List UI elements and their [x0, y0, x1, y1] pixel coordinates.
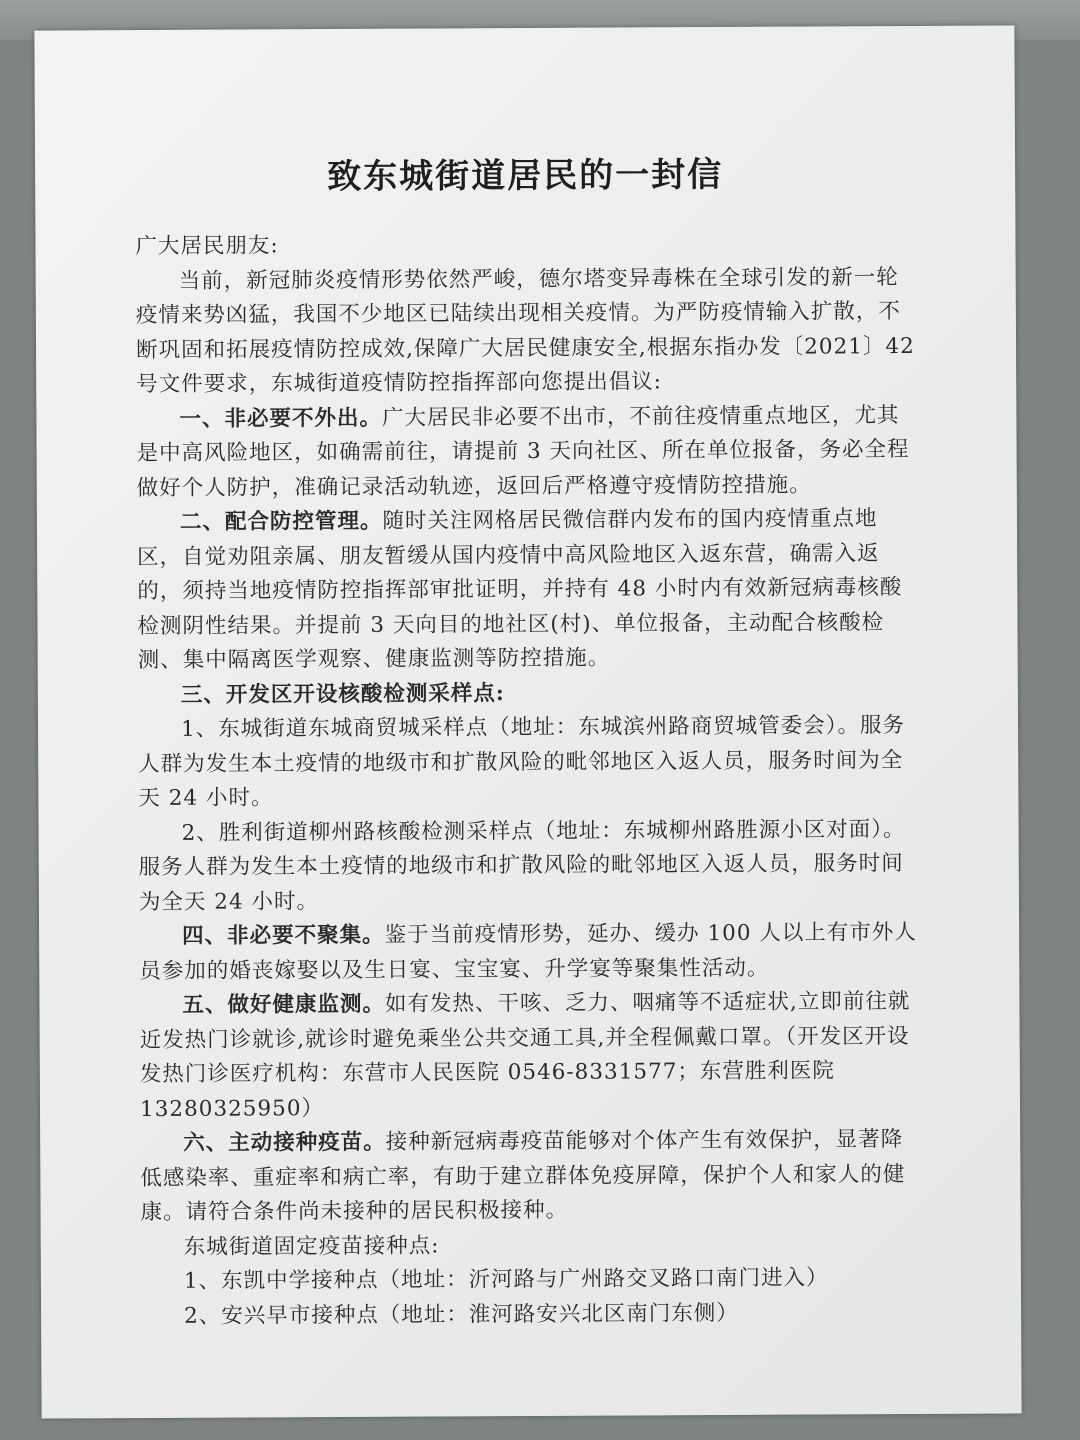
- vaccine-points-title: 东城街道固定疫苗接种点:: [183, 1232, 440, 1260]
- letter-title: 致东城街道居民的一封信: [327, 154, 724, 198]
- section-6-text: 接种新冠病毒疫苗能够对个体产生有效保护，显著降低感染率、重症率和病亡率，有助于建立群体免疫屏障，保护个人和家人的健康。请符合条件尚未接种的居民积极接种。: [140, 1127, 906, 1226]
- section-5-text: 如有发热、干咳、乏力、咽痛等不适症状,立即前往就近发热门诊就诊,就诊时避免乘坐公共交通工具,并全程佩戴口罩。（开发区开设发热门诊医疗机构：东营市人民医院 0546-8331577；东营胜利医院13280325950）: [139, 989, 911, 1122]
- section-1-heading: 一、非必要不外出。: [179, 405, 382, 432]
- section-5-heading: 五、做好健康监测。: [182, 991, 386, 1018]
- section-3-heading: 三、开发区开设核酸检测采样点:: [180, 680, 505, 708]
- section-2-text: 随时关注网格居民微信群内发布的国内疫情重点地区，自觉劝阻亲属、朋友暂缓从国内疫情中高风险地区入返东营，确需入返的，须持当地疫情防控指挥部审批证明，并持有 48 小时内有效新冠病毒核酸检测阴性结果。并提前 3 天向目的地社区(村)、单位报备，主动配合核酸检测、集中隔离医学观察、健康监测等防控措施。: [137, 506, 903, 674]
- section-6-heading: 六、主动接种疫苗。: [183, 1129, 386, 1156]
- section-1-text: 广大居民非必要不出市，不前往疫情重点地区，尤其是中高风险地区，如确需前往，请提前 3 天向社区、所在单位报备，务必全程做好个人防护，准确记录活动轨迹，返回后严格遵守疫情防控措施。: [136, 402, 910, 501]
- salutation: 广大居民朋友:: [135, 233, 279, 260]
- section-3: [138, 674, 918, 713]
- section-4-heading: 四、非必要不聚集。: [182, 922, 385, 949]
- sampling-point-1: [138, 709, 919, 817]
- letter-body: [135, 226, 921, 1334]
- sampling-point-2-text: 2、胜利街道柳州路核酸检测采样点（地址：东城柳州路胜源小区对面）。服务人群为发生本土疫情的地级市和扩散风险的毗邻地区入返人员，服务时间为全天 24 小时。: [138, 816, 906, 915]
- section-5: [139, 985, 920, 1127]
- section-6: [140, 1123, 921, 1231]
- sampling-point-1-text: 1、东城街道东城商贸城采样点（地址：东城滨州路商贸城管委会）。服务人群为发生本土疫情的地级市和扩散风险的毗邻地区入返人员，服务时间为全天 24 小时。: [138, 713, 906, 812]
- letter-paper: [34, 25, 1021, 1418]
- vaccine-point-2: 2、安兴早市接种点（地址：淮河路安兴北区南门东侧）: [184, 1300, 739, 1329]
- section-1: [136, 398, 917, 506]
- section-4: [139, 916, 919, 989]
- section-2: [137, 502, 918, 679]
- sampling-point-2: [138, 812, 919, 920]
- intro-paragraph: 当前，新冠肺炎疫情形势依然严峻，德尔塔变异毒株在全球引发的新一轮疫情来势凶猛，我国不少地区已陆续出现相关疫情。为严防疫情输入扩散，不断巩固和拓展疫情防控成效,保障广大居民健康安全,根据东指办发〔2021〕42号文件要求，东城街道疫情防控指挥部向您提出倡议:: [135, 264, 915, 398]
- section-2-heading: 二、配合防控管理。: [179, 508, 383, 535]
- section-4-text: 鉴于当前疫情形势，延办、缓办 100 人以上有市外人员参加的婚丧嫁娶以及生日宴、宝宝宴、升学宴等聚集性活动。: [139, 919, 917, 984]
- vaccine-point-1: 1、东凯中学接种点（地址：沂河路与广州路交叉路口南门进入）: [183, 1265, 829, 1294]
